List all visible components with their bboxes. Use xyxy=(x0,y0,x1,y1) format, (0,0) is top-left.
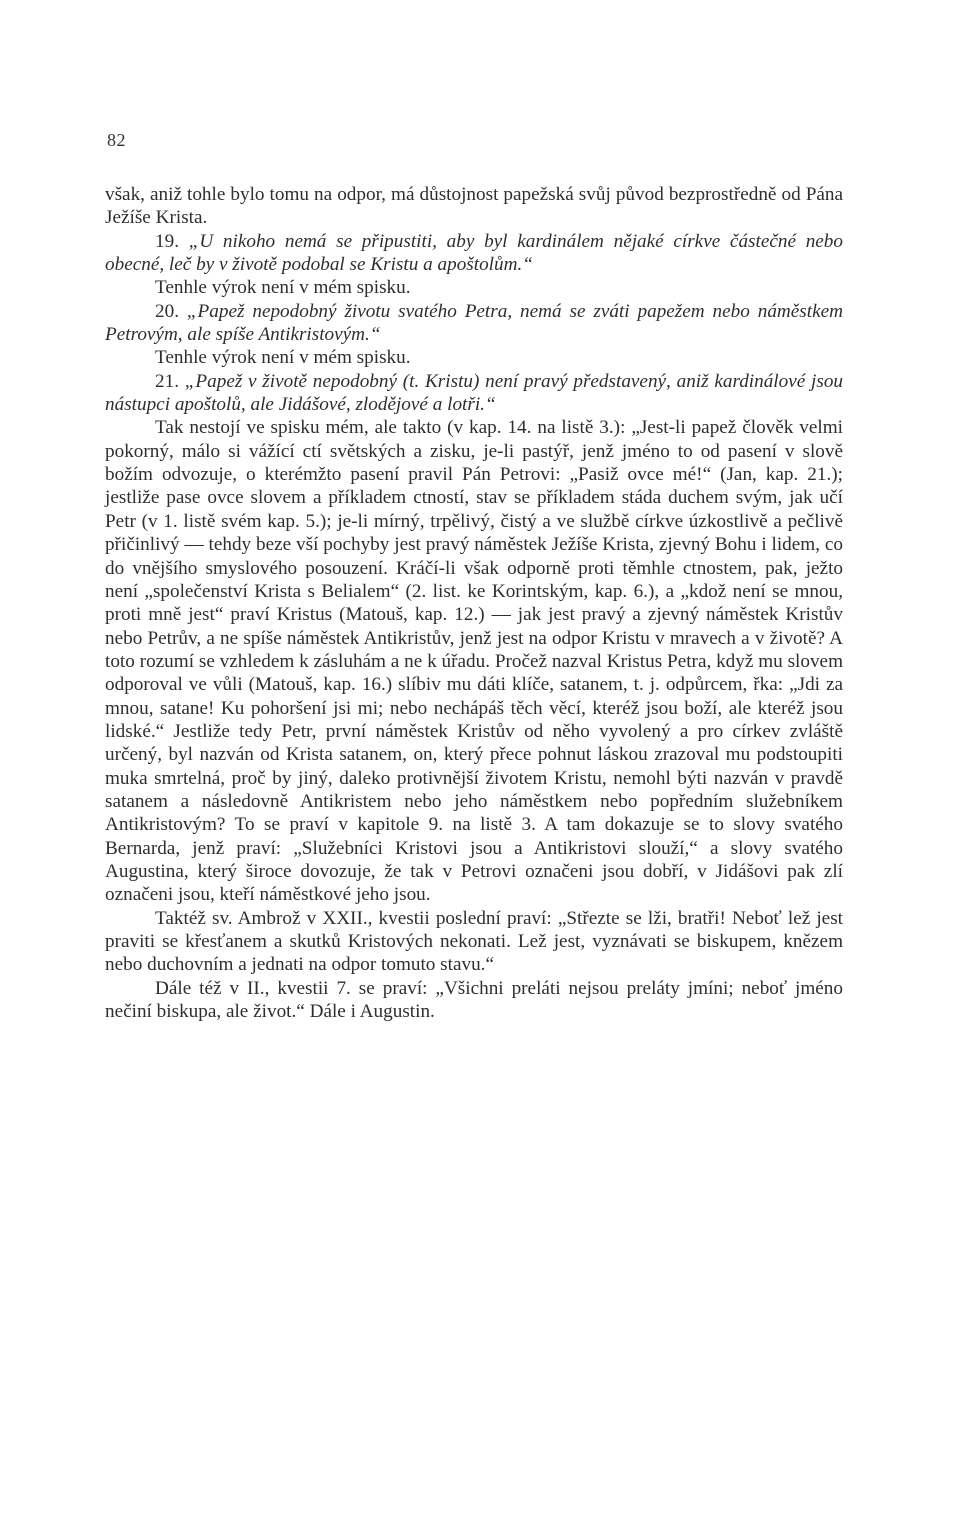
article-number: 21. xyxy=(155,370,185,392)
article-number: 19. xyxy=(155,230,189,252)
reply-19: Tenhle výrok není v mém spisku. xyxy=(155,277,411,299)
article-20 xyxy=(105,300,843,347)
reply-20: Tenhle výrok není v mém spisku. xyxy=(155,347,411,369)
paragraph-final: Dále též v II., kvestii 7. se praví: „Všichni preláti nejsou preláty jmíni; neboť jméno nečiní biskupa, ale život.“ Dále i Augustin. xyxy=(105,977,843,1023)
article-text: „Papež nepodobný životu svatého Petra, nemá se zváti papežem nebo náměstkem Petrovým, ale spíše Antikristovým.“ xyxy=(105,300,843,346)
article-21 xyxy=(105,370,843,417)
paragraph-continuation: však, aniž tohle bylo tomu na odpor, má důstojnost papežská svůj původ bezprostředně od Pána Ježíše Krista. xyxy=(105,184,843,229)
article-text: „U nikoho nemá se připustiti, aby byl kardinálem nějaké církve částečné nebo obecné, leč by v životě podobal se Kristu a apoštolům.“ xyxy=(105,230,843,276)
page-number: 82 xyxy=(107,130,126,150)
article-text: „Papež v životě nepodobný (t. Kristu) není pravý představený, aniž kardinálové jsou nástupci apoštolů, ale Jidášové, zlodějové a lotři.“ xyxy=(105,370,844,416)
article-number: 20. xyxy=(155,300,187,322)
body-text xyxy=(105,183,843,1023)
paragraph-ambroz: Taktéž sv. Ambrož v XXII., kvestii poslední praví: „Střezte se lži, bratři! Neboť lež jest praviti se křesťanem a skutků Kristových nekonati. Lež jest, vyznávati se biskupem, knězem nebo duchovním a jednati na odpor tomuto stavu.“ xyxy=(105,907,843,976)
article-19 xyxy=(105,230,843,277)
reply-21: Tak nestojí ve spisku mém, ale takto (v kap. 14. na listě 3.): „Jest-li papež člověk velmi pokorný, málo si vážící ctí světských a zisku, je-li pastýř, jenž jméno to od pasení v slově božím odvozuje, o kterémžto pasení pravil Pán Petrovi: „Pasiž ovce mé!“ (Jan, kap. 21.); jestliže pase ovce slovem a příkladem ctností, stav se příkladem stáda duchem svým, jak učí Petr (v 1. listě svém kap. 5.); je-li mírný, trpělivý, čistý a ve službě církve úzkostlivě a pečlivě přičinlivý — tehdy beze vší pochyby jest pravý náměstek Ježíše Krista, zjevný Bohu i lidem, co do vnějšího smyslového posouzení. Kráčí-li však odporně proti těmhle ctnostem, pak, ježto není „společenství Krista s Belialem“ (2. list. ke Korintským, kap. 6.), a „kdož není se mnou, proti mně jest“ praví Kristus (Matouš, kap. 12.) — jak jest pravý a zjevný náměstek Kristův nebo Petrův, a ne spíše náměstek Antikristův, jenž jest na odpor Kristu v mravech a v životě? A toto rozumí se vzhledem k zásluhám a ne k úřadu. Pročež nazval Kristus Petra, když mu slovem odporoval ve vůli (Matouš, kap. 16.) slíbiv mu dáti klíče, satanem, t. j. odpůrcem, řka: „Jdi za mnou, satane! Ku pohoršení jsi mi; nebo nechápáš těch věcí, kteréž jsou boží, ale kteréž jsou lidské.“ Jestliže tedy Petr, první náměstek Kristův od něho vyvolený a pro církev zvláště určený, byl nazván od Krista satanem, on, který přece pohnut láskou zrazoval mu podstoupiti muka smrtelná, proč by jiný, daleko protivnější životem Kristu, nemohl býti nazván v pravdě satanem a následovně Antikristem nebo jeho náměstkem nebo popředním služebníkem Antikristovým? To se praví v kapitole 9. na listě 3. A tam dokazuje se to slovy svatého Bernarda, jenž praví: „Služebníci Kristovi jsou a Antikristovi slouží,“ a slovy svatého Augustina, který široce dovozuje, že tak v Petrovi označeni jsou dobří, v Jidášovi pak zlí označeni jsou, kteří náměstkové jeho jsou. xyxy=(105,417,843,906)
